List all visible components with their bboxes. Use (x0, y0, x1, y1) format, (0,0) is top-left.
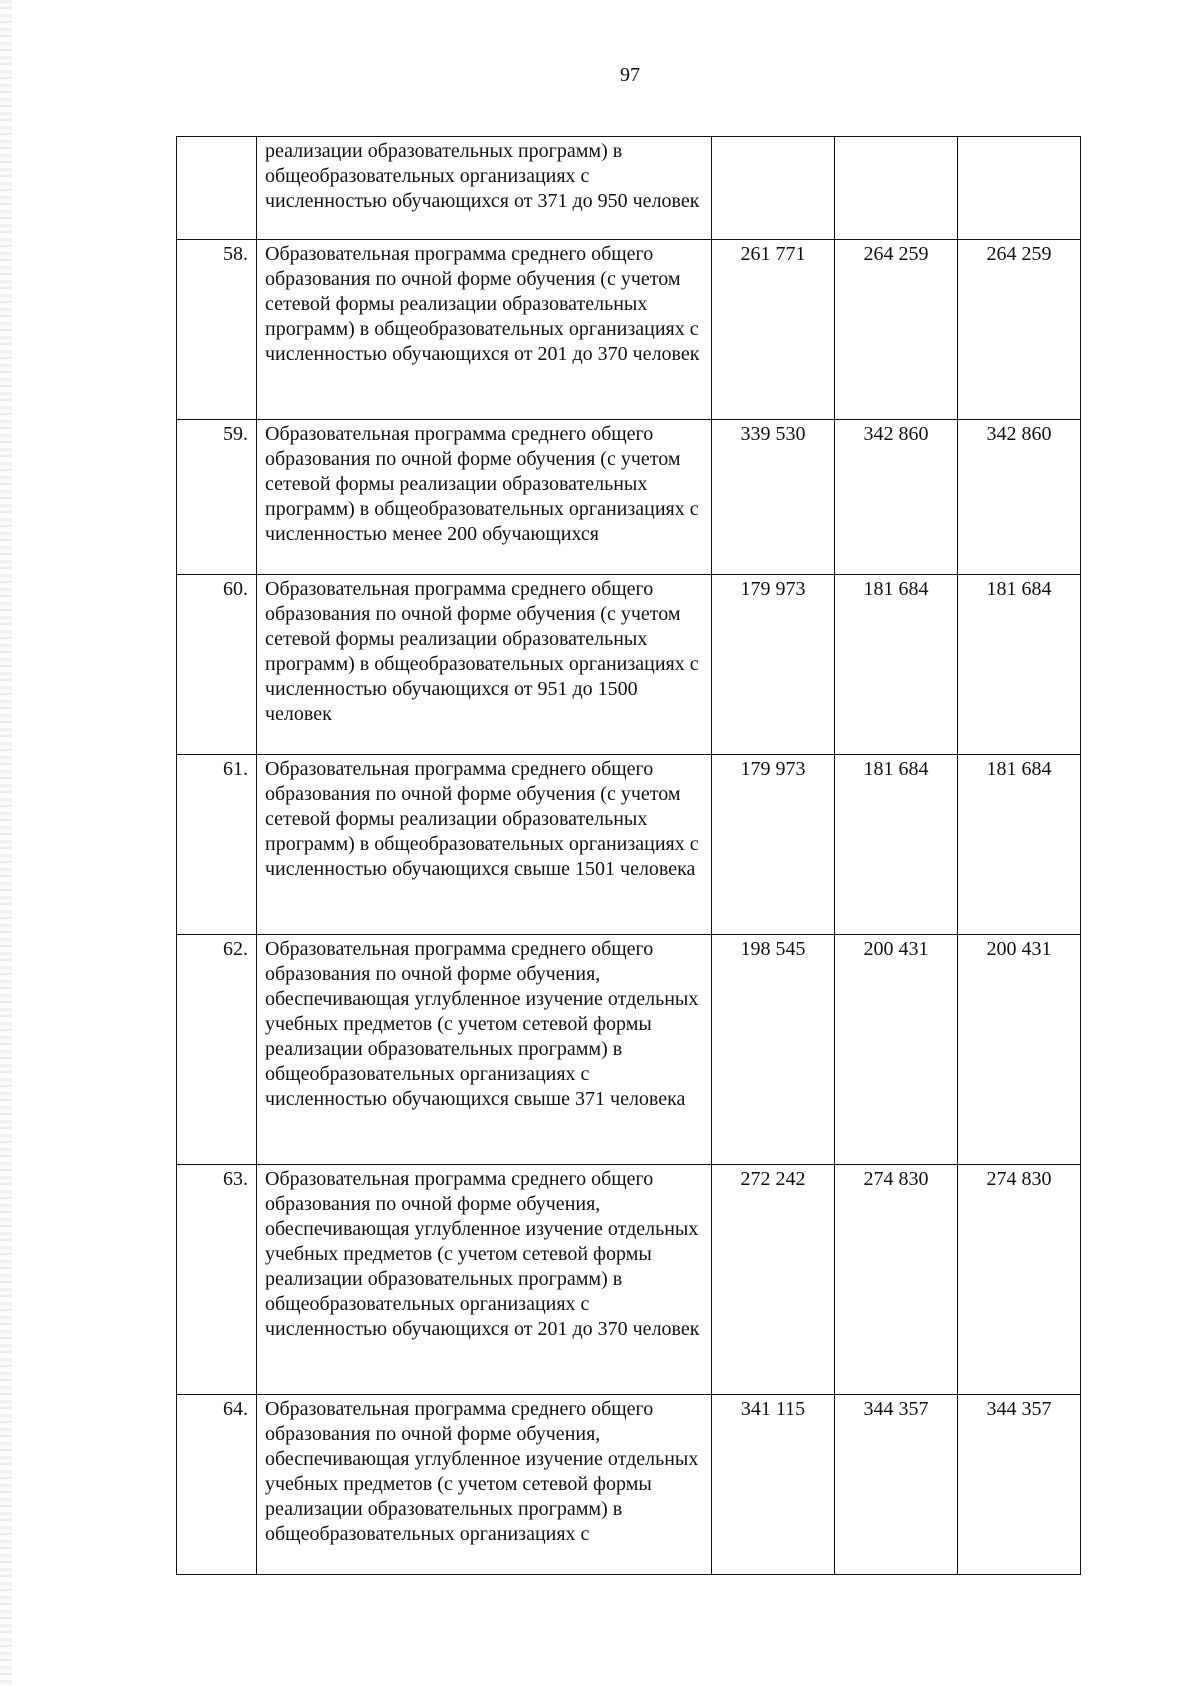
value-year-2: 344 357 (835, 1395, 958, 1575)
value-year-3: 264 259 (958, 240, 1081, 420)
value-year-1: 339 530 (712, 420, 835, 575)
program-description: Образовательная программа среднего общего образования по очной форме обучения (с учетом сетевой формы реализации образовательных программ) в общеобразовательных организациях с численностью обучающихся от 201 до 370 человек (257, 240, 712, 420)
value-year-2: 274 830 (835, 1165, 958, 1395)
row-number: 62. (177, 935, 257, 1165)
row-number: 61. (177, 755, 257, 935)
value-year-3 (958, 137, 1081, 240)
value-year-3: 181 684 (958, 575, 1081, 755)
value-year-2: 200 431 (835, 935, 958, 1165)
program-description: Образовательная программа среднего общего образования по очной форме обучения (с учетом сетевой формы реализации образовательных программ) в общеобразовательных организациях с численностью менее 200 обучающихся (257, 420, 712, 575)
value-year-2 (835, 137, 958, 240)
table-row (177, 755, 1081, 935)
table-row (177, 137, 1081, 240)
row-number: 64. (177, 1395, 257, 1575)
scan-edge-artifact (0, 0, 12, 1686)
program-description: Образовательная программа среднего общего образования по очной форме обучения (с учетом сетевой формы реализации образовательных программ) в общеобразовательных организациях с численностью обучающихся свыше 1501 человека (257, 755, 712, 935)
cost-table (176, 136, 1081, 1575)
program-description: реализации образовательных программ) в общеобразовательных организациях с численностью обучающихся от 371 до 950 человек (257, 137, 712, 240)
value-year-2: 342 860 (835, 420, 958, 575)
table-row (177, 1165, 1081, 1395)
page-number: 97 (620, 64, 640, 86)
value-year-3: 181 684 (958, 755, 1081, 935)
value-year-1: 179 973 (712, 575, 835, 755)
value-year-3: 342 860 (958, 420, 1081, 575)
table-row (177, 240, 1081, 420)
value-year-1: 179 973 (712, 755, 835, 935)
value-year-3: 344 357 (958, 1395, 1081, 1575)
table-row (177, 420, 1081, 575)
row-number: 59. (177, 420, 257, 575)
row-number (177, 137, 257, 240)
program-description: Образовательная программа среднего общего образования по очной форме обучения (с учетом сетевой формы реализации образовательных программ) в общеобразовательных организациях с численностью обучающихся от 951 до 1500 человек (257, 575, 712, 755)
table-row (177, 1395, 1081, 1575)
value-year-2: 181 684 (835, 575, 958, 755)
program-description: Образовательная программа среднего общего образования по очной форме обучения, обеспечивающая углубленное изучение отдельных учебных предметов (с учетом сетевой формы реализации образовательных программ) в общеобразовательных организациях с численностью обучающихся свыше 371 человека (257, 935, 712, 1165)
value-year-1: 341 115 (712, 1395, 835, 1575)
row-number: 63. (177, 1165, 257, 1395)
table-body (177, 137, 1081, 1575)
value-year-1 (712, 137, 835, 240)
value-year-1: 272 242 (712, 1165, 835, 1395)
value-year-2: 264 259 (835, 240, 958, 420)
row-number: 58. (177, 240, 257, 420)
program-description: Образовательная программа среднего общего образования по очной форме обучения, обеспечивающая углубленное изучение отдельных учебных предметов (с учетом сетевой формы реализации образовательных программ) в общеобразовательных организациях с численностью обучающихся от 201 до 370 человек (257, 1165, 712, 1395)
value-year-3: 274 830 (958, 1165, 1081, 1395)
table-row (177, 935, 1081, 1165)
program-description: Образовательная программа среднего общего образования по очной форме обучения, обеспечивающая углубленное изучение отдельных учебных предметов (с учетом сетевой формы реализации образовательных программ) в общеобразовательных организациях с (257, 1395, 712, 1575)
value-year-1: 261 771 (712, 240, 835, 420)
row-number: 60. (177, 575, 257, 755)
table-row (177, 575, 1081, 755)
value-year-1: 198 545 (712, 935, 835, 1165)
value-year-3: 200 431 (958, 935, 1081, 1165)
value-year-2: 181 684 (835, 755, 958, 935)
